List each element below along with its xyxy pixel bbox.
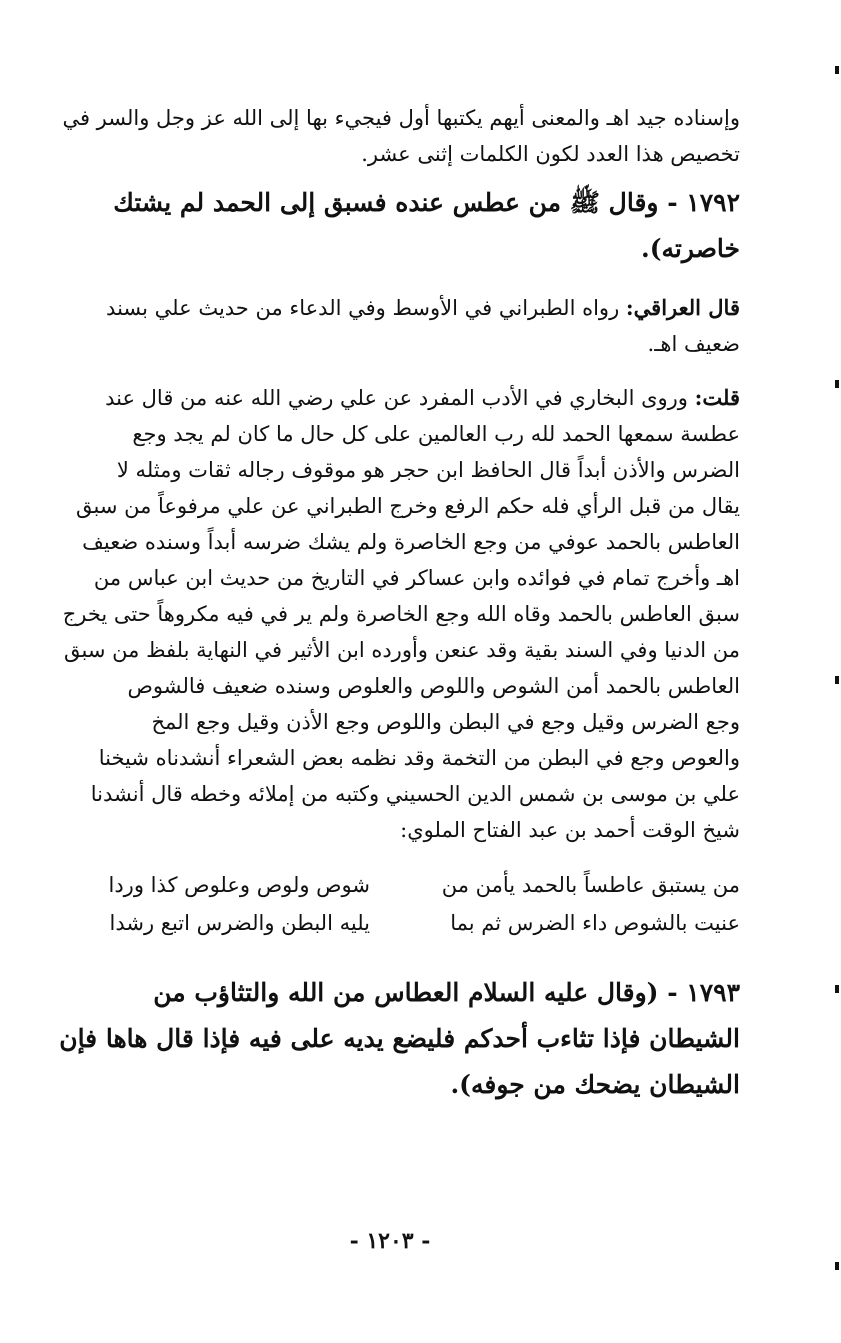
poem-first-hemistich: من يستبق عاطساً بالحمد يأمن من xyxy=(441,873,740,897)
text-line: العاطس بالحمد أمن الشوص واللوص والعلوص وسنده ضعيف فالشوص xyxy=(127,674,740,698)
page-body xyxy=(40,100,740,1108)
text-line: ضعيف اهـ. xyxy=(647,332,740,356)
edge-mark xyxy=(835,985,839,993)
iraqi-paragraph xyxy=(40,290,740,362)
text-line: اهـ وأخرج تمام في فوائده وابن عساكر في التاريخ من حديث ابن عباس من xyxy=(93,566,740,590)
text-line: وإسناده جيد اهـ والمعنى أيهم يكتبها أول فيجيء بها إلى الله عز وجل والسر في xyxy=(62,106,740,130)
hadith-line: ١٧٩٢ - وقال ﷺ من عطس عنده فسبق إلى الحمد لم يشتك xyxy=(113,188,740,217)
edge-mark xyxy=(835,1262,839,1270)
text-line xyxy=(40,290,740,326)
poem-verse xyxy=(40,866,740,904)
text-line: عطسة سمعها الحمد لله رب العالمين على كل حال ما كان لم يجد وجع xyxy=(132,422,740,446)
poem-first-hemistich: عنيت بالشوص داء الضرس ثم بما xyxy=(450,911,740,935)
text-line: والعوص وجع في البطن من التخمة وقد نظمه بعض الشعراء أنشدناه شيخنا xyxy=(98,746,740,770)
qultu-text: وروى البخاري في الأدب المفرد عن علي رضي الله عنه من قال عند xyxy=(105,386,688,410)
text-line: الضرس والأذن أبداً قال الحافظ ابن حجر هو موقوف رجاله ثقات ومثله لا xyxy=(116,458,740,482)
edge-mark xyxy=(835,676,839,684)
poem-second-hemistich: يليه البطن والضرس اتبع رشدا xyxy=(109,911,370,935)
text-line: شيخ الوقت أحمد بن عبد الفتاح الملوي: xyxy=(400,818,740,842)
text-line: من الدنيا وفي السند بقية وقد عنعن وأورده ابن الأثير في النهاية بلفظ من سبق xyxy=(64,638,740,662)
page-number: - ١٢٠٣ - xyxy=(349,1228,431,1254)
text-line: يقال من قبل الرأي فله حكم الرفع وخرج الطبراني عن علي مرفوعاً من سبق xyxy=(75,494,740,518)
text-line: سبق العاطس بالحمد وقاه الله وجع الخاصرة ولم ير في فيه مكروهاً حتى يخرج xyxy=(62,602,740,626)
text-line: العاطس بالحمد عوفي من وجع الخاصرة ولم يشك ضرسه أبداً وسنده ضعيف xyxy=(82,530,740,554)
text-line: علي بن موسى بن شمس الدين الحسيني وكتبه من إملائه وخطه قال أنشدنا xyxy=(90,782,740,806)
text-line: وجع الضرس وقيل وجع في البطن واللوص وجع الأذن وقيل وجع المخ xyxy=(151,710,740,734)
edge-mark xyxy=(835,380,839,388)
poem-second-hemistich: شوص ولوص وعلوص كذا وردا xyxy=(108,873,370,897)
iraqi-text: رواه الطبراني في الأوسط وفي الدعاء من حديث علي بسند xyxy=(106,296,620,320)
text-line: تخصيص هذا العدد لكون الكلمات إثنى عشر. xyxy=(361,142,740,166)
hadith-line: الشيطان يضحك من جوفه). xyxy=(450,1070,740,1099)
hadith-line: خاصرته). xyxy=(641,234,740,263)
hadith-line: ١٧٩٣ - (وقال عليه السلام العطاس من الله والتثاؤب من xyxy=(153,978,740,1007)
iraqi-label: قال العراقي: xyxy=(625,295,740,320)
hadith-1792 xyxy=(40,180,740,272)
text-line xyxy=(40,380,740,416)
hadith-line: الشيطان فإذا تثاءب أحدكم فليضع يديه على فيه فإذا قال هاها فإن xyxy=(59,1024,740,1053)
edge-mark xyxy=(835,66,839,74)
poem xyxy=(40,866,740,942)
qultu-label: قلت: xyxy=(694,385,740,410)
qultu-paragraph xyxy=(40,380,740,848)
poem-verse xyxy=(40,904,740,942)
hadith-1793 xyxy=(40,970,740,1108)
intro-paragraph xyxy=(40,100,740,172)
